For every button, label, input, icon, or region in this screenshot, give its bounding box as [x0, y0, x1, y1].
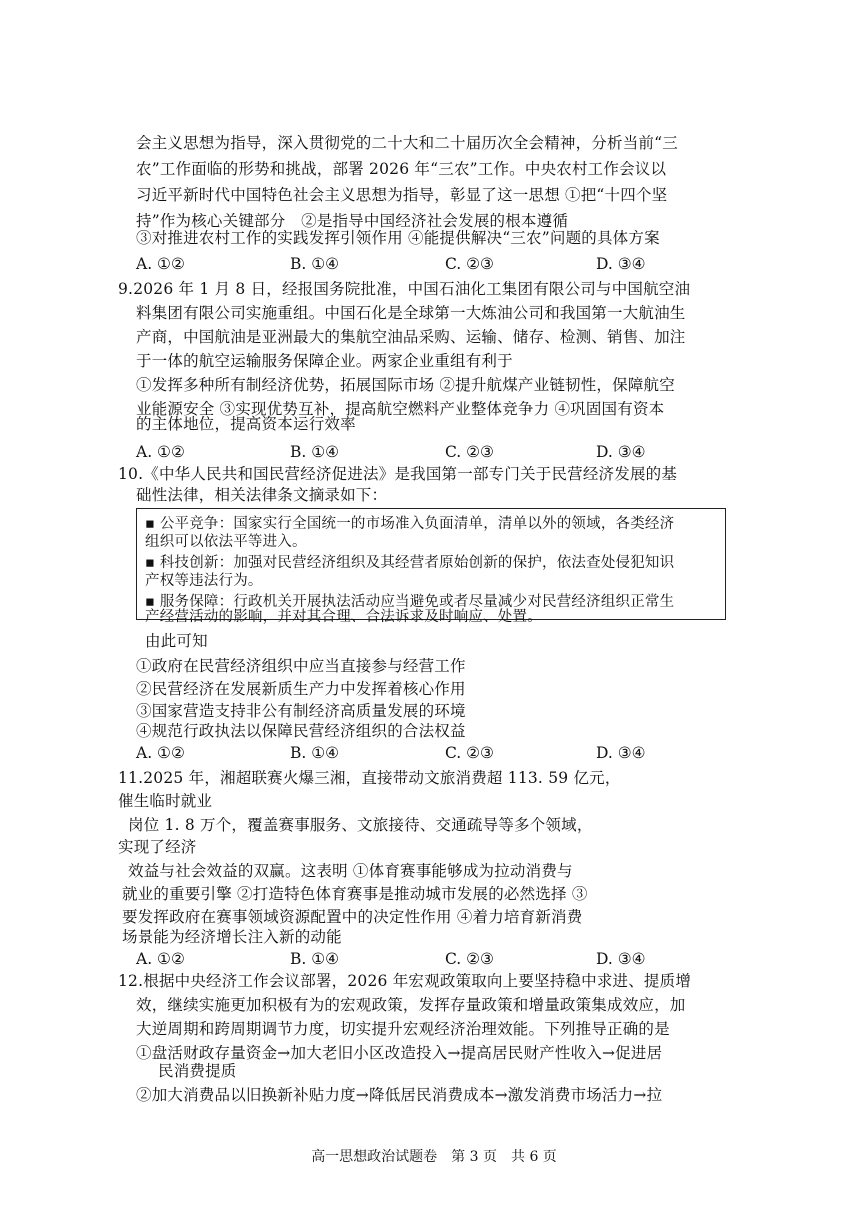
q11-line: 实现了经济: [118, 838, 197, 856]
q9-line: 的主体地位，提高资本运行效率: [136, 415, 356, 433]
q11-option-b: B. ①④: [290, 950, 340, 968]
q9-line: 9.2026 年 1 月 8 日，经报国务院批准，中国石油化工集团有限公司与中国航空油: [118, 280, 691, 298]
law-excerpt-line: ▪ 科技创新：加强对民营经济组织及其经营者原始创新的保护，依法查处侵犯知识: [145, 555, 675, 571]
q12-line: ①盘活财政存量资金→加大老旧小区改造投入→提高居民财产性收入→促进居: [136, 1044, 663, 1062]
q10-option-c: C. ②③: [445, 744, 494, 762]
q12-line: 12.根据中央经济工作会议部署，2026 年宏观政策取向上要坚持稳中求进、提质增: [118, 972, 692, 990]
q11-line: 要发挥政府在赛事领域资源配置中的决定性作用 ④着力培育新消费: [122, 908, 583, 926]
q12-line: 民消费提质: [158, 1062, 237, 1080]
q9-option-c: C. ②③: [445, 443, 494, 461]
q11-line: 效益与社会效益的双赢。这表明 ①体育赛事能够成为拉动消费与: [128, 862, 573, 880]
q12-line: 效，继续实施更加积极有为的宏观政策，发挥存量政策和增量政策集成效应，加: [136, 996, 686, 1014]
q10-line: ④规范行政执法以保障民营经济组织的合法权益: [136, 722, 466, 740]
law-excerpt-line: ▪ 公平竞争：国家实行全国统一的市场准入负面清单，清单以外的领域，各类经济: [145, 516, 675, 532]
q10-line: 10.《中华人民共和国民营经济促进法》是我国第一部专门关于民营经济发展的基: [118, 465, 678, 483]
law-excerpt-line: 产权等违法行为。: [145, 573, 263, 589]
q8-option-d: D. ③④: [596, 255, 646, 273]
page-footer: 高一思想政治试题卷 第 3 页 共 6 页: [311, 1149, 557, 1165]
q11-line: 场景能为经济增长注入新的动能: [122, 928, 342, 946]
q8-line: 持”作为核心关键部分 ②是指导中国经济社会发展的根本遵循: [136, 212, 569, 230]
q12-line: ②加大消费品以旧换新补贴力度→降低居民消费成本→激发消费市场活力→拉: [136, 1086, 663, 1104]
q9-option-a: A. ①②: [136, 443, 185, 461]
law-excerpt-line: 组织可以依法平等进入。: [145, 534, 307, 550]
q9-line: 于一体的航空运输服务保障企业。两家企业重组有利于: [136, 352, 513, 370]
q8-line: 会主义思想为指导，深入贯彻党的二十大和二十届历次全会精神，分析当前“三: [136, 134, 678, 152]
q9-line: 业能源安全 ③实现优势互补，提高航空燃料产业整体竞争力 ④巩固国有资本: [136, 400, 665, 418]
law-excerpt-line: ▪ 服务保障：行政机关开展执法活动应当避免或者尽量减少对民营经济组织正常生: [145, 594, 675, 610]
q11-line: 11.2025 年，湘超联赛火爆三湘，直接带动文旅消费超 113. 59 亿元，: [118, 769, 621, 787]
q9-line: ①发挥多种所有制经济优势，拓展国际市场 ②提升航煤产业链韧性，保障航空: [136, 376, 675, 394]
q10-line: ②民营经济在发展新质生产力中发挥着核心作用: [136, 680, 466, 698]
q10-option-d: D. ③④: [596, 744, 646, 762]
q11-line: 催生临时就业: [118, 792, 213, 810]
q10-line: 由此可知: [145, 632, 208, 650]
q8-line: 农”工作面临的形势和挑战，部署 2026 年“三农”工作。中央农村工作会议以: [136, 160, 667, 178]
q10-line: ③国家营造支持非公有制经济高质量发展的环境: [136, 702, 466, 720]
q12-line: 大逆周期和跨周期调节力度，切实提升宏观经济治理效能。下列推导正确的是: [136, 1020, 670, 1038]
q10-option-a: A. ①②: [136, 744, 185, 762]
law-excerpt-line: 产经营活动的影响，并对其合理、合法诉求及时响应、处置。: [145, 609, 542, 625]
q9-option-d: D. ③④: [596, 443, 646, 461]
q8-line: ③对推进农村工作的实践发挥引领作用 ④能提供解决“三农”问题的具体方案: [136, 229, 660, 247]
q9-line: 料集团有限公司实施重组。中国石化是全球第一大炼油公司和我国第一大航油生: [136, 304, 686, 322]
q10-option-b: B. ①④: [290, 744, 340, 762]
q11-option-a: A. ①②: [136, 950, 185, 968]
q9-line: 产商，中国航油是亚洲最大的集航空油品采购、运输、储存、检测、销售、加注: [136, 328, 686, 346]
q11-line: 就业的重要引擎 ②打造特色体育赛事是推动城市发展的必然选择 ③: [122, 885, 588, 903]
q8-line: 习近平新时代中国特色社会主义思想为指导，彰显了这一思想 ①把“十四个坚: [136, 186, 668, 204]
law-excerpt-box: [136, 508, 726, 625]
q11-option-d: D. ③④: [596, 950, 646, 968]
q11-option-c: C. ②③: [445, 950, 494, 968]
q8-option-b: B. ①④: [290, 255, 340, 273]
q8-option-a: A. ①②: [136, 255, 185, 273]
q10-line: ①政府在民营经济组织中应当直接参与经营工作: [136, 657, 466, 675]
q8-option-c: C. ②③: [445, 255, 494, 273]
q9-option-b: B. ①④: [290, 443, 340, 461]
q11-line: 岗位 1. 8 万个，覆盖赛事服务、文旅接待、交通疏导等多个领域，: [128, 816, 593, 834]
q10-line: 础性法律，相关法律条文摘录如下：: [136, 486, 388, 504]
